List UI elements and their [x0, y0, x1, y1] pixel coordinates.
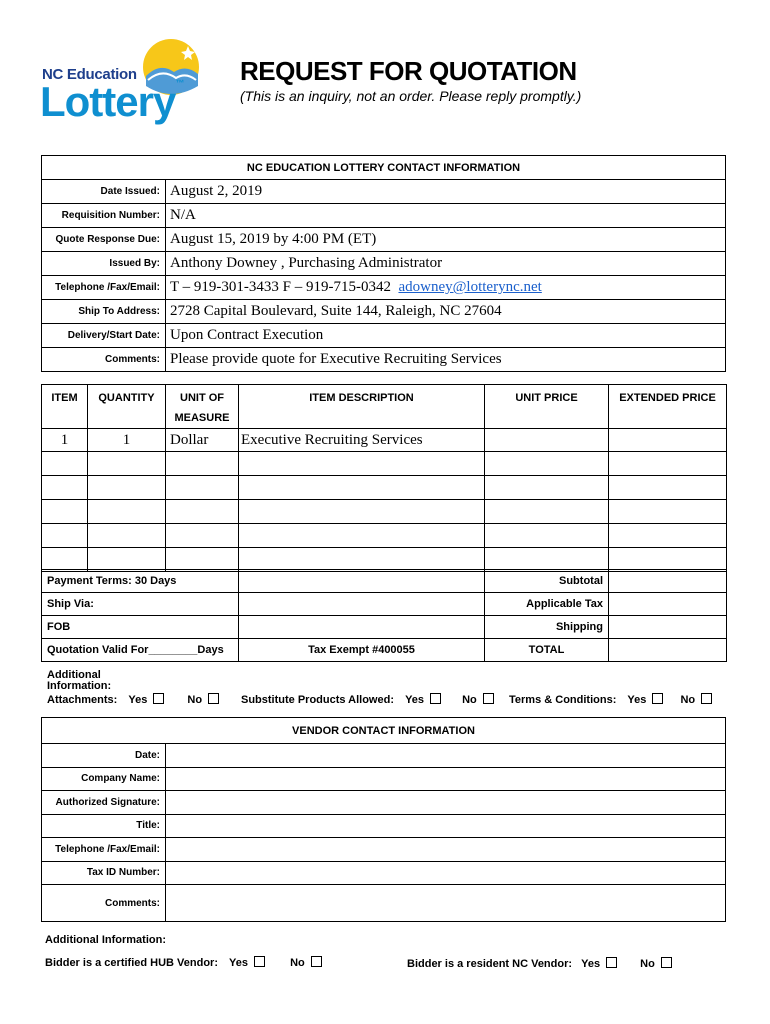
hub-vendor-label: Bidder is a certified HUB Vendor:: [45, 957, 218, 969]
terms-no-label: No: [680, 694, 696, 706]
quantity-cell: 1: [88, 429, 166, 452]
vendor-comments-field[interactable]: [166, 885, 726, 922]
item-cell: [42, 548, 88, 572]
ship-to-value: 2728 Capital Boulevard, Suite 144, Raleigh, NC 27604: [166, 300, 726, 324]
date-issued-value: August 2, 2019: [166, 180, 726, 204]
tax-id-label: Tax ID Number:: [42, 861, 166, 885]
attachments-yes-label: Yes: [128, 694, 148, 706]
description-cell: [239, 476, 485, 500]
substitute-yes-checkbox[interactable]: [430, 693, 441, 704]
title-label: Title:: [42, 814, 166, 838]
contact-info-table: [41, 155, 726, 372]
attachments-no-checkbox[interactable]: [208, 693, 219, 704]
vendor-telephone-label: Telephone /Fax/Email:: [42, 838, 166, 862]
footer-additional-info: Additional Information:: [45, 934, 166, 946]
contact-row: [42, 300, 726, 324]
shipping-value: [609, 616, 727, 639]
quantity-cell: [88, 452, 166, 476]
hub-no-label: No: [290, 957, 305, 969]
quantity-cell: [88, 548, 166, 572]
table-row: [42, 548, 727, 572]
attachments-label: Attachments:: [47, 694, 118, 706]
table-row: [42, 500, 727, 524]
totals-row: [42, 639, 727, 662]
extended-price-cell: [609, 452, 727, 476]
applicable-tax-value: [609, 593, 727, 616]
table-row: [42, 429, 727, 452]
page-title: REQUEST FOR QUOTATION: [240, 56, 577, 86]
ship-via: Ship Via:: [42, 593, 239, 616]
substitute-group: [241, 693, 494, 706]
contact-row: [42, 180, 726, 204]
applicable-tax-label: Applicable Tax: [485, 593, 609, 616]
item-cell: [42, 524, 88, 548]
vendor-telephone-field[interactable]: [166, 838, 726, 862]
nc-vendor-group: [407, 957, 672, 970]
quantity-cell: [88, 524, 166, 548]
attachments-no-label: No: [187, 694, 203, 706]
vendor-comments-label: Comments:: [42, 885, 166, 922]
logo-text-main: Lottery™: [40, 78, 184, 125]
unit-price-cell: [485, 548, 609, 572]
nc-yes-checkbox[interactable]: [606, 957, 617, 968]
table-row: [42, 524, 727, 548]
extended-price-col-header: EXTENDED PRICE: [609, 385, 727, 429]
extended-price-cell: [609, 429, 727, 452]
vendor-date-label: Date:: [42, 744, 166, 768]
email-link[interactable]: adowney@lotterync.net: [398, 279, 542, 295]
requisition-value: N/A: [166, 204, 726, 228]
contact-row: [42, 228, 726, 252]
total-label: TOTAL: [485, 639, 609, 662]
contact-row: [42, 276, 726, 300]
item-cell: [42, 476, 88, 500]
terms-label: Terms & Conditions:: [509, 694, 617, 706]
comments-label: Comments:: [42, 348, 166, 372]
description-col-header: ITEM DESCRIPTION: [239, 385, 485, 429]
unit-cell: [166, 476, 239, 500]
contact-row: [42, 348, 726, 372]
payment-terms: Payment Terms: 30 Days: [42, 570, 239, 593]
substitute-no-label: No: [462, 694, 477, 706]
unit-price-cell: [485, 524, 609, 548]
description-cell: [239, 524, 485, 548]
comments-value: Please provide quote for Executive Recruiting Services: [166, 348, 726, 372]
item-cell: [42, 500, 88, 524]
items-header-row: [42, 385, 727, 429]
shipping-label: Shipping: [485, 616, 609, 639]
issued-by-label: Issued By:: [42, 252, 166, 276]
terms-yes-checkbox[interactable]: [652, 693, 663, 704]
totals-row: [42, 593, 727, 616]
vendor-date-field[interactable]: [166, 744, 726, 768]
items-table: [41, 384, 727, 572]
logo-text-top: NC Education: [42, 66, 137, 83]
unit-price-col-header: UNIT PRICE: [485, 385, 609, 429]
hub-vendor-group: [45, 956, 322, 969]
unit-cell: Dollar: [166, 429, 239, 452]
extended-price-cell: [609, 500, 727, 524]
totals-row: [42, 570, 727, 593]
attachments-yes-checkbox[interactable]: [153, 693, 164, 704]
description-cell: [239, 500, 485, 524]
unit-cell: [166, 500, 239, 524]
table-row: [42, 452, 727, 476]
nc-no-label: No: [640, 958, 655, 970]
signature-field[interactable]: [166, 791, 726, 815]
unit-price-cell: [485, 452, 609, 476]
tax-id-field[interactable]: [166, 861, 726, 885]
contact-row: [42, 204, 726, 228]
substitute-no-checkbox[interactable]: [483, 693, 494, 704]
table-row: [42, 476, 727, 500]
unit-cell: [166, 524, 239, 548]
unit-price-cell: [485, 500, 609, 524]
contact-row: [42, 324, 726, 348]
extended-price-cell: [609, 476, 727, 500]
terms-group: [509, 693, 712, 706]
signature-label: Authorized Signature:: [42, 791, 166, 815]
hub-no-checkbox[interactable]: [311, 956, 322, 967]
telephone-value: [166, 276, 726, 300]
vendor-row: [42, 885, 726, 922]
vendor-row: [42, 791, 726, 815]
telephone-label: Telephone /Fax/Email:: [42, 276, 166, 300]
quote-due-label: Quote Response Due:: [42, 228, 166, 252]
nc-yes-label: Yes: [581, 958, 601, 970]
subtotal-value: [609, 570, 727, 593]
vendor-row: [42, 814, 726, 838]
phone-fax-text: T – 919-301-3433 F – 919-715-0342: [170, 279, 391, 295]
quantity-cell: [88, 476, 166, 500]
unit-cell: [166, 548, 239, 572]
description-cell: [239, 452, 485, 476]
substitute-label: Substitute Products Allowed:: [241, 694, 394, 706]
vendor-row: [42, 744, 726, 768]
date-issued-label: Date Issued:: [42, 180, 166, 204]
vendor-row: [42, 838, 726, 862]
subtotal-label: Subtotal: [485, 570, 609, 593]
nc-education-lottery-logo: [30, 34, 198, 130]
additional-info-label: Additional Information:: [47, 669, 112, 692]
unit-price-cell: [485, 429, 609, 452]
terms-yes-label: Yes: [627, 694, 647, 706]
item-cell: [42, 452, 88, 476]
company-name-label: Company Name:: [42, 767, 166, 791]
substitute-yes-label: Yes: [405, 694, 425, 706]
extended-price-cell: [609, 524, 727, 548]
terms-no-checkbox[interactable]: [701, 693, 712, 704]
contact-info-heading: NC EDUCATION LOTTERY CONTACT INFORMATION: [42, 156, 726, 180]
requisition-label: Requisition Number:: [42, 204, 166, 228]
vendor-info-table: [41, 717, 726, 922]
extended-price-cell: [609, 548, 727, 572]
page-subtitle: (This is an inquiry, not an order. Please reply promptly.): [240, 88, 582, 104]
company-name-field[interactable]: [166, 767, 726, 791]
delivery-value: Upon Contract Execution: [166, 324, 726, 348]
nc-no-checkbox[interactable]: [661, 957, 672, 968]
hub-yes-checkbox[interactable]: [254, 956, 265, 967]
total-value: [609, 639, 727, 662]
quotation-valid: Quotation Valid For________Days: [42, 639, 239, 662]
vendor-info-heading: VENDOR CONTACT INFORMATION: [42, 718, 726, 744]
title-field[interactable]: [166, 814, 726, 838]
attachments-group: [47, 693, 219, 706]
totals-table: [41, 569, 727, 662]
quantity-cell: [88, 500, 166, 524]
totals-row: [42, 616, 727, 639]
item-cell: 1: [42, 429, 88, 452]
item-col-header: ITEM: [42, 385, 88, 429]
description-cell: [239, 548, 485, 572]
quote-due-value: August 15, 2019 by 4:00 PM (ET): [166, 228, 726, 252]
hub-yes-label: Yes: [229, 957, 249, 969]
description-cell: Executive Recruiting Services: [239, 429, 485, 452]
tax-exempt: Tax Exempt #400055: [239, 639, 485, 662]
quantity-col-header: QUANTITY: [88, 385, 166, 429]
unit-cell: [166, 452, 239, 476]
nc-vendor-label: Bidder is a resident NC Vendor:: [407, 958, 573, 970]
fob: FOB: [42, 616, 239, 639]
blank-cell: [239, 593, 485, 616]
unit-col-header: UNIT OF MEASURE: [166, 385, 239, 429]
vendor-row: [42, 861, 726, 885]
vendor-row: [42, 767, 726, 791]
contact-row: [42, 252, 726, 276]
ship-to-label: Ship To Address:: [42, 300, 166, 324]
blank-cell: [239, 616, 485, 639]
delivery-label: Delivery/Start Date:: [42, 324, 166, 348]
unit-price-cell: [485, 476, 609, 500]
blank-cell: [239, 570, 485, 593]
issued-by-value: Anthony Downey , Purchasing Administrator: [166, 252, 726, 276]
